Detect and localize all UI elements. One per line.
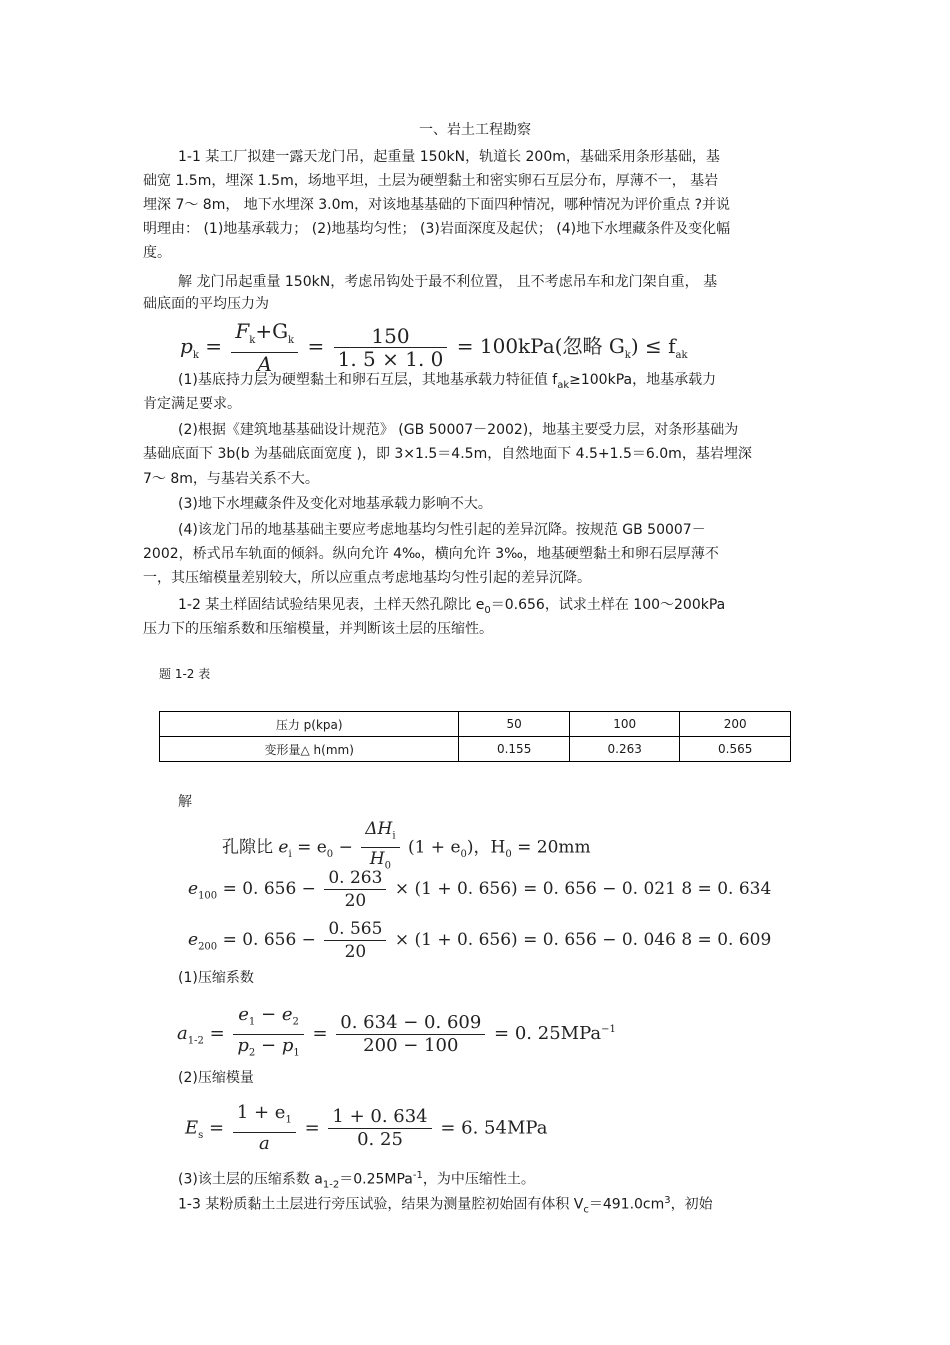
fraction-fk-gk-over-a: $\frac{F_k+G_k}{A}$ [231,320,298,375]
solution-1-2-label: 解 [178,794,192,810]
problem-1-1-line-1: 1-1 某工厂拟建一露天龙门吊，起重量 150kN，轨道长 200m，基础采用条形基础，基 [178,149,720,165]
problem-1-1-line-3: 埋深 7～ 8m， 地下水埋深 3.0m，对该地基基础的下面四种情况，哪种情况为评价重点 ?并说 [143,197,731,213]
fraction-e100: $\frac{0. 263}{20}$ [324,867,386,912]
problem-1-1-line-5: 度。 [143,245,171,261]
problem-1-2-line-2: 压力下的压缩系数和压缩模量，并判断该土层的压缩性。 [143,621,493,637]
table-cell: 50 [459,712,570,737]
table-cell: 0.565 [680,737,791,762]
equation-es: $E_s$ = $\frac{1 + e_1}{a}$ = $\frac{1 + 0. 634}{0. 25}$ = 6. 54MPa [185,1102,548,1154]
fraction-numeric-a12: $\frac{0. 634 - 0. 609}{200 - 100}$ [336,1012,485,1057]
fraction-es-symbolic: $\frac{1 + e_1}{a}$ [233,1102,296,1155]
fraction-e-over-p: $\frac{e_1 - e_2}{p_2 - p_1}$ [233,1004,303,1064]
item-2-line-2: 基础底面下 3b(b 为基础底面宽度 )，即 3×1.5＝4.5m，自然地面下 4.5+1.5＝6.0m，基岩埋深 [143,446,752,462]
item-2-line-3: 7～ 8m，与基岩关系不大。 [143,471,319,487]
table-row [160,737,791,762]
problem-1-1-line-4: 明理由： (1)地基承载力； (2)地基均匀性； (3)岩面深度及起伏； (4)地下水埋藏条件及变化幅 [143,221,731,237]
item-1-line-1: (1)基底持力层为硬塑黏土和卵石互层，其地基承载力特征值 $f_{ak}\ge 100kPa$，地基承载力 [178,372,717,391]
fraction-dh-over-h0: $\frac{\Delta H_i}{H_0}$ [361,818,399,878]
solution-1-1-line-2: 础底面的平均压力为 [143,296,269,312]
compression-modulus-label: (2)压缩模量 [178,1070,254,1086]
equation-e100: $e_{100} = 0$. 656 − $\frac{0. 263}{20}$ × (1 + 0. 656) = 0. 656 − 0. 021 8 = 0. 634 [188,868,772,911]
table-cell: 200 [680,712,791,737]
compression-conclusion: (3)该土层的压缩系数 $a_{1-2}=0.25MPa^{-1}$，为中压缩性土。 [178,1170,535,1191]
problem-1-1-line-2: 础宽 1.5m，埋深 1.5m，场地平坦，土层为硬塑黏土和密实卵石互层分布，厚薄不一， 基岩 [143,173,719,189]
equation-a12: $a_{1-2}$ = $\frac{e_1 - e_2}{p_2 - p_1}$ = $\frac{0. 634 - 0. 609}{200 - 100}$ = 0. 25MPa$^{-1}$ [177,1004,616,1064]
item-4-line-1: (4)该龙门吊的地基基础主要应考虑地基均匀性引起的差异沉降。按规范 GB 50007－ [178,522,706,538]
table-cell: 0.263 [569,737,680,762]
item-1-line-2: 肯定满足要求。 [143,396,241,412]
fraction-e200: $\frac{0. 565}{20}$ [324,918,386,963]
compression-coefficient-label: (1)压缩系数 [178,970,254,986]
table-cell: 压力 p(kpa) [160,712,459,737]
equation-e200: $e_{200} = 0$. 656 − $\frac{0. 565}{20}$ × (1 + 0. 656) = 0. 656 − 0. 046 8 = 0. 609 [188,919,772,962]
table-row [160,712,791,737]
problem-1-2-line-1: 1-2 某土样固结试验结果见表，土样天然孔隙比 $e_0=0.656$，试求土样在 100～200kPa [178,597,726,616]
section-title: 一、岩土工程勘察 [419,122,531,138]
item-2-line-1: (2)根据《建筑地基基础设计规范》 (GB 50007－2002)，地基主要受力层，对条形基础为 [178,422,739,438]
equation-void-ratio: 孔隙比 $e_i = e_0$ − $\frac{\Delta H_i}{H_0}$ $(1 + e_0)$，$H_0 = 20mm$ [222,818,591,878]
fraction-150-over-area: $\frac{150}{1. 5 \times 1. 0}$ [334,325,448,370]
item-4-line-3: 一，其压缩模量差别较大，所以应重点考虑地基均匀性引起的差异沉降。 [143,570,591,586]
item-3-line-1: (3)地下水埋藏条件及变化对地基承载力影响不大。 [178,496,492,512]
table-cell: 100 [569,712,680,737]
solution-1-1-line-1: 解 龙门吊起重量 150kN，考虑吊钩处于最不利位置， 且不考虑吊车和龙门架自重， 基 [178,274,718,290]
consolidation-table [159,711,791,762]
table-cell: 变形量△ h(mm) [160,737,459,762]
fraction-es-numeric: $\frac{1 + 0. 634}{0. 25}$ [328,1106,431,1151]
equation-pk: $p_k$ = $\frac{F_k+G_k}{A}$ = $\frac{150}{1. 5 \times 1. 0}$ = 100kPa(忽略 $G_k) \le f_{ak}$ [180,319,688,376]
table-cell: 0.155 [459,737,570,762]
table-caption: 题 1-2 表 [159,667,211,681]
problem-1-3-line-1: 1-3 某粉质黏土土层进行旁压试验，结果为测量腔初始固有体积 $V_c=491.0cm^3$，初始 [178,1195,713,1216]
item-4-line-2: 2002，桥式吊车轨面的倾斜。纵向允许 4‰，横向允许 3‰，地基硬塑黏土和卵石层厚薄不 [143,546,719,562]
